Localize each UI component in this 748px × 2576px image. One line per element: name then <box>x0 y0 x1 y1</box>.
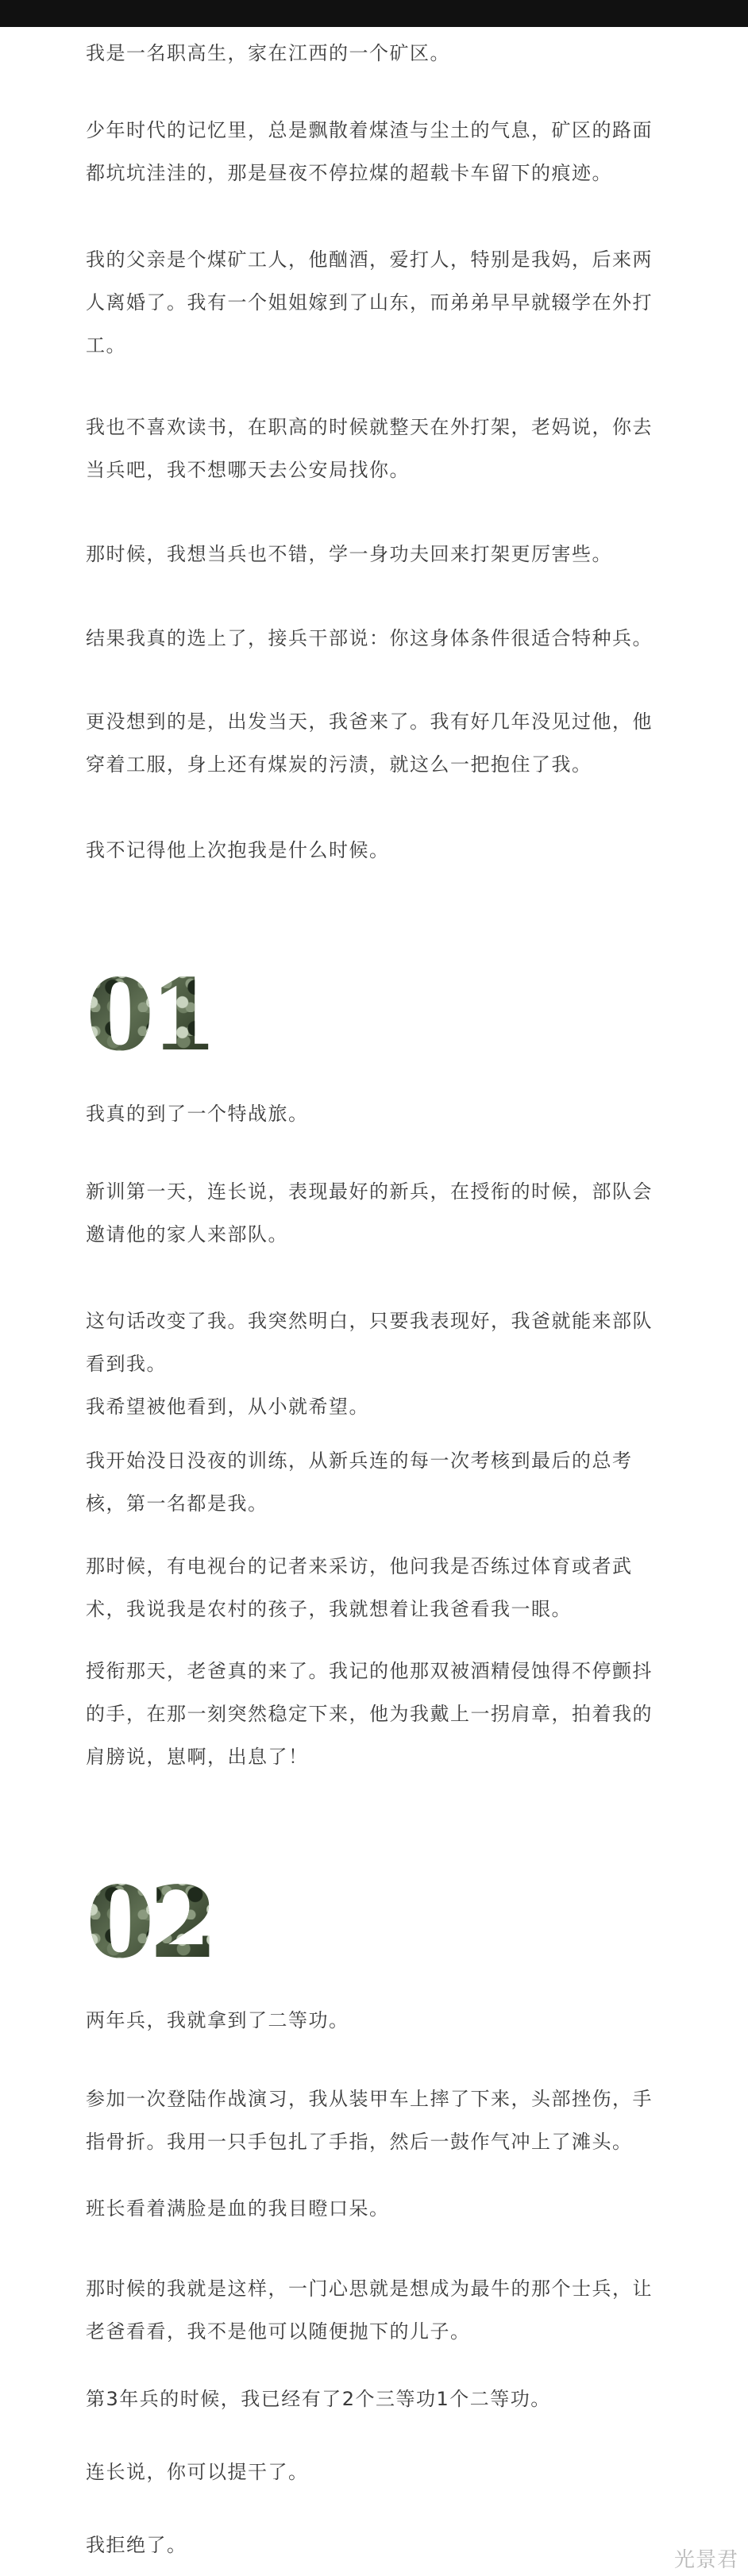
paragraph-16: 参加一次登陆作战演习，我从装甲车上摔了下来，头部挫伤，手 指骨折。我用一只手包扎了手指，然后一鼓作气冲上了滩头。 <box>86 2088 653 2153</box>
paragraph-3: 我的父亲是个煤矿工人，他酗酒，爱打人，特别是我妈，后来两 人离婚了。我有一个姐姐嫁到了山东，而弟弟早早就辍学在外打 工。 <box>86 248 653 356</box>
paragraph-15: 两年兵，我就拿到了二等功。 <box>86 2009 349 2031</box>
paragraph-1: 我是一名职高生，家在江西的一个矿区。 <box>86 42 450 64</box>
paragraph-9: 我真的到了一个特战旅。 <box>86 1103 309 1125</box>
paragraph-5: 那时候，我想当兵也不错，学一身功夫回来打架更厉害些。 <box>86 543 612 565</box>
section-number-02: 02 <box>86 1866 214 1981</box>
paragraph-2: 少年时代的记忆里，总是飘散着煤渣与尘土的气息，矿区的路面 都坑坑洼洼的，那是昼夜不停拉煤的超载卡车留下的痕迹。 <box>86 119 653 184</box>
paragraph-20: 连长说，你可以提干了。 <box>86 2461 309 2483</box>
top-status-bar <box>0 0 748 27</box>
paragraph-21: 我拒绝了。 <box>86 2534 187 2556</box>
paragraph-4: 我也不喜欢读书，在职高的时候就整天在外打架，老妈说，你去 当兵吧，我不想哪天去公安局找你。 <box>86 416 653 481</box>
paragraph-14: 授衔那天，老爸真的来了。我记的他那双被酒精侵蚀得不停颤抖 的手，在那一刻突然稳定下来，他为我戴上一拐肩章，拍着我的 肩膀说，崽啊，出息了！ <box>86 1660 653 1768</box>
paragraph-7: 更没想到的是，出发当天，我爸来了。我有好几年没见过他，他 穿着工服，身上还有煤炭的污渍，就这么一把抱住了我。 <box>86 710 653 776</box>
paragraph-19: 第3年兵的时候，我已经有了2个三等功1个二等功。 <box>86 2388 551 2410</box>
paragraph-10: 新训第一天，连长说，表现最好的新兵，在授衔的时候，部队会 邀请他的家人来部队。 <box>86 1180 653 1246</box>
paragraph-17: 班长看着满脸是血的我目瞪口呆。 <box>86 2197 390 2220</box>
section-number-01: 01 <box>86 958 214 1073</box>
paragraph-6: 结果我真的选上了，接兵干部说：你这身体条件很适合特种兵。 <box>86 627 653 649</box>
paragraph-18: 那时候的我就是这样，一门心思就是想成为最牛的那个士兵，让 老爸看看，我不是他可以随便抛下的儿子。 <box>86 2278 653 2343</box>
paragraph-8: 我不记得他上次抱我是什么时候。 <box>86 839 390 861</box>
paragraph-11: 这句话改变了我。我突然明白，只要我表现好，我爸就能来部队 看到我。 我希望被他看到，从小就希望。 <box>86 1310 653 1418</box>
paragraph-13: 那时候，有电视台的记者来采访，他问我是否练过体育或者武 术，我说我是农村的孩子，我就想着让我爸看我一眼。 <box>86 1555 633 1620</box>
watermark-logo: 光景君 <box>673 2548 738 2572</box>
paragraph-12: 我开始没日没夜的训练，从新兵连的每一次考核到最后的总考 核，第一名都是我。 <box>86 1450 633 1515</box>
